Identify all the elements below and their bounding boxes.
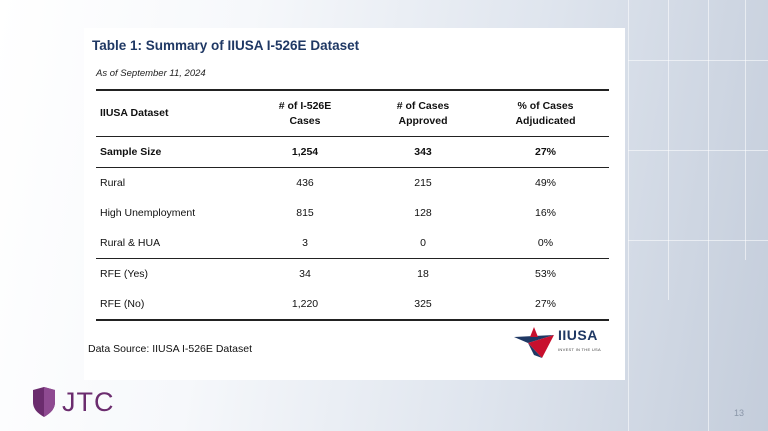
- header-cases: [246, 90, 364, 137]
- background-grid-line: [628, 0, 629, 431]
- page-number: 13: [734, 408, 745, 418]
- header-approved-line1: # of Cases: [396, 99, 450, 112]
- row-label: Rural: [100, 177, 126, 189]
- cell-cases: 1,220: [246, 289, 364, 320]
- cell-approved: 215: [414, 177, 432, 189]
- table-header-row: [96, 90, 609, 137]
- cell-adjudicated: 0%: [482, 228, 609, 259]
- header-cases-line2: Cases: [289, 114, 321, 127]
- jtc-logo: [32, 387, 132, 419]
- cell-cases: 34: [299, 268, 311, 280]
- table-row: [96, 289, 609, 320]
- table-row: [96, 198, 609, 228]
- cell-approved: 18: [417, 268, 429, 280]
- background-grid-line: [628, 240, 768, 241]
- header-approved: [364, 90, 482, 137]
- cell-adjudicated: 16%: [534, 207, 556, 219]
- header-adjudicated-line2: Adjudicated: [515, 114, 576, 127]
- table-card: [84, 28, 625, 380]
- table-row: [96, 137, 609, 168]
- row-label: RFE (No): [96, 289, 246, 320]
- iiusa-star-icon: [512, 325, 556, 359]
- cell-approved: 343: [364, 137, 482, 168]
- as-of-date: As of September 11, 2024: [96, 68, 206, 79]
- cell-cases: 3: [246, 228, 364, 259]
- row-label: Rural & HUA: [96, 228, 246, 259]
- slide-title: Table 1: Summary of IIUSA I-526E Dataset: [92, 38, 360, 53]
- row-label: Sample Size: [96, 137, 246, 168]
- cell-adjudicated: 53%: [534, 268, 556, 280]
- table-row: [96, 228, 609, 259]
- data-source-note: Data Source: IIUSA I-526E Dataset: [88, 343, 253, 355]
- cell-cases: 815: [296, 207, 314, 219]
- row-label: High Unemployment: [100, 207, 196, 219]
- jtc-shield-icon: [32, 387, 56, 417]
- jtc-wordmark: JTC: [62, 387, 115, 417]
- background-grid-line: [628, 60, 768, 61]
- iiusa-logo: [512, 325, 612, 359]
- header-adjudicated: [482, 90, 609, 137]
- row-label: RFE (Yes): [100, 268, 149, 280]
- cell-adjudicated: 27%: [482, 289, 609, 320]
- cell-approved: 128: [414, 207, 432, 219]
- cell-cases: 1,254: [246, 137, 364, 168]
- cell-adjudicated: 27%: [482, 137, 609, 168]
- background-grid-line: [708, 0, 709, 431]
- iiusa-wordmark: IIUSA: [558, 327, 598, 343]
- header-cases-line1: # of I-526E: [278, 99, 332, 112]
- header-approved-line2: Approved: [398, 114, 448, 127]
- table-row: [96, 168, 609, 199]
- iiusa-tagline: INVEST IN THE USA: [558, 347, 601, 352]
- background-grid-line: [628, 150, 768, 151]
- table-row: [96, 259, 609, 290]
- header-dataset: IIUSA Dataset: [100, 107, 169, 119]
- cell-cases: 436: [296, 177, 314, 189]
- cell-approved: 325: [364, 289, 482, 320]
- header-adjudicated-line1: % of Cases: [517, 99, 574, 112]
- summary-table: [96, 89, 609, 321]
- cell-adjudicated: 49%: [534, 177, 556, 189]
- cell-approved: 0: [364, 228, 482, 259]
- background-grid-line: [745, 0, 746, 260]
